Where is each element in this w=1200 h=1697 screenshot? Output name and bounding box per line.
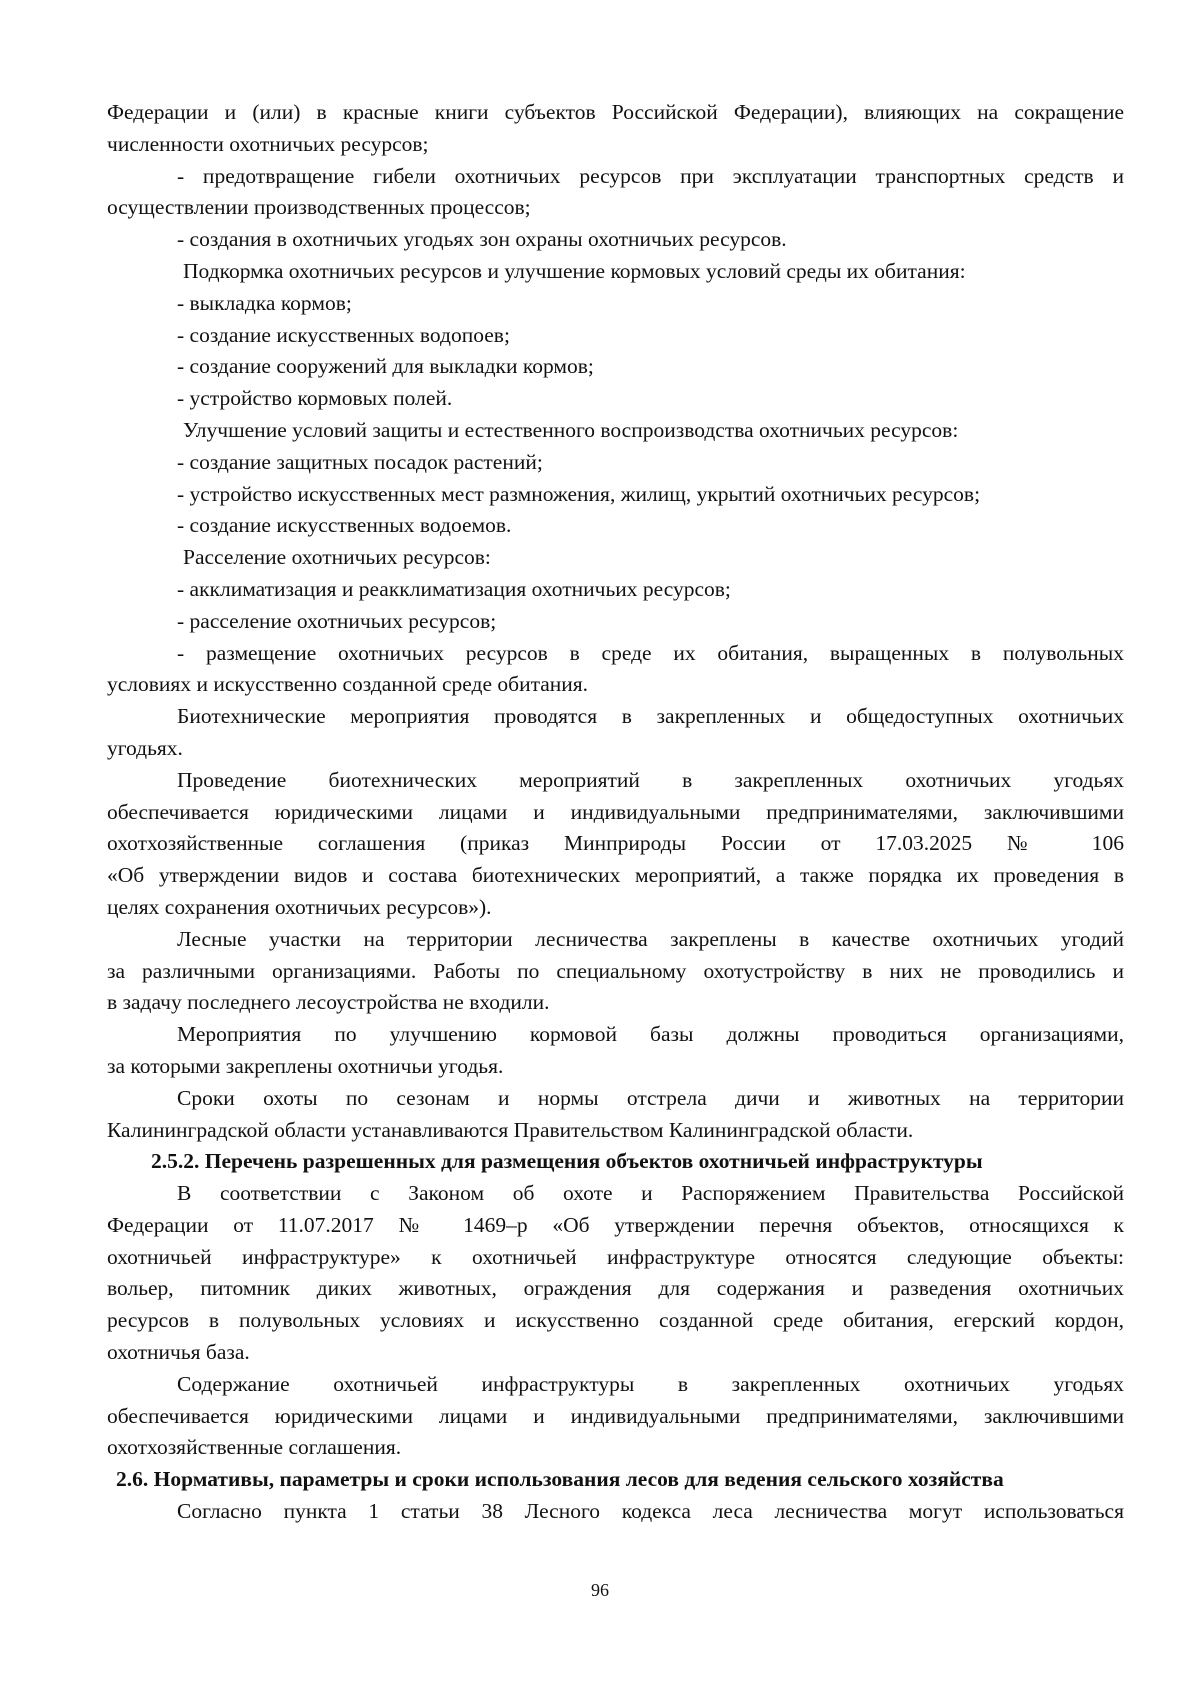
- text-line: Мероприятия по улучшению кормовой базы должны проводиться организациями,: [177, 1022, 1124, 1047]
- text-line: - создание сооружений для выкладки кормов;: [177, 354, 594, 379]
- text-line: обеспечивается юридическими лицами и индивидуальными предпринимателями, заключившими: [107, 799, 1124, 824]
- text-line: Подкормка охотничьих ресурсов и улучшение кормовых условий среды их обитания:: [183, 258, 966, 283]
- text-line: обеспечивается юридическими лицами и индивидуальными предпринимателями, заключившими: [107, 1403, 1124, 1428]
- text-line: в задачу последнего лесоустройства не входили.: [107, 990, 550, 1015]
- text-line: за которыми закреплены охотничьи угодья.: [107, 1053, 504, 1078]
- text-line: охотхозяйственные соглашения (приказ Минприроды России от 17.03.2025 № 106: [107, 831, 1124, 856]
- text-line: вольер, питомник диких животных, ограждения для содержания и разведения охотничьих: [107, 1276, 1124, 1301]
- text-line: - создания в охотничьих угодьях зон охраны охотничьих ресурсов.: [177, 227, 787, 252]
- text-line: охотничьей инфраструктуре» к охотничьей инфраструктуре относятся следующие объекты:: [107, 1244, 1124, 1269]
- text-line: - создание искусственных водопоев;: [177, 322, 510, 347]
- text-line: - устройство искусственных мест размножения, жилищ, укрытий охотничьих ресурсов;: [177, 481, 981, 506]
- text-line: «Об утверждении видов и состава биотехнических мероприятий, а также порядка их проведения в: [107, 863, 1124, 888]
- text-line: - выкладка кормов;: [177, 290, 352, 315]
- text-line: - создание искусственных водоемов.: [177, 513, 512, 538]
- text-line: Калининградской области устанавливаются Правительством Калининградской области.: [107, 1117, 914, 1142]
- section-heading: 2.5.2. Перечень разрешенных для размещения объектов охотничьей инфраструктуры: [151, 1149, 983, 1174]
- text-line: охотхозяйственные соглашения.: [107, 1435, 402, 1460]
- text-line: Расселение охотничьих ресурсов:: [183, 545, 491, 570]
- text-line: условиях и искусственно созданной среде обитания.: [107, 672, 589, 697]
- text-line: Сроки охоты по сезонам и нормы отстрела дичи и животных на территории: [177, 1085, 1124, 1110]
- text-line: ресурсов в полувольных условиях и искусственно созданной среде обитания, егерский кордон,: [107, 1308, 1124, 1333]
- text-line: численности охотничьих ресурсов;: [107, 131, 429, 156]
- text-line: - устройство кормовых полей.: [177, 386, 453, 411]
- text-line: - расселение охотничьих ресурсов;: [177, 608, 497, 633]
- text-line: В соответствии с Законом об охоте и Распоряжением Правительства Российской: [177, 1181, 1124, 1206]
- page-number: 96: [591, 1580, 609, 1600]
- text-line: охотничья база.: [107, 1340, 250, 1365]
- text-line: Согласно пункта 1 статьи 38 Лесного кодекса леса лесничества могут использоваться: [177, 1499, 1124, 1524]
- text-line: угодьях.: [107, 735, 183, 760]
- text-line: Федерации от 11.07.2017 № 1469–р «Об утверждении перечня объектов, относящихся к: [107, 1212, 1124, 1237]
- text-line: - создание защитных посадок растений;: [177, 449, 543, 474]
- text-line: - акклиматизация и реакклиматизация охотничьих ресурсов;: [177, 576, 731, 601]
- section-heading: 2.6. Нормативы, параметры и сроки использования лесов для ведения сельского хозяйства: [116, 1467, 1004, 1492]
- text-line: Биотехнические мероприятия проводятся в закрепленных и общедоступных охотничьих: [177, 704, 1124, 729]
- text-line: Проведение биотехнических мероприятий в закрепленных охотничьих угодьях: [177, 767, 1124, 792]
- text-line: за различными организациями. Работы по специальному охотустройству в них не проводились и: [107, 958, 1124, 983]
- text-line: Улучшение условий защиты и естественного воспроизводства охотничьих ресурсов:: [183, 417, 959, 442]
- text-line: Лесные участки на территории лесничества закреплены в качестве охотничьих угодий: [177, 926, 1124, 951]
- text-line: Федерации и (или) в красные книги субъектов Российской Федерации), влияющих на сокращение: [107, 100, 1124, 124]
- text-line: целях сохранения охотничьих ресурсов»).: [107, 894, 492, 919]
- text-line: - размещение охотничьих ресурсов в среде их обитания, выращенных в полувольных: [177, 640, 1124, 665]
- text-line: - предотвращение гибели охотничьих ресурсов при эксплуатации транспортных средств и: [177, 163, 1124, 188]
- body-text: [107, 97, 1124, 1528]
- text-line: Содержание охотничьей инфраструктуры в закрепленных охотничьих угодьях: [177, 1371, 1124, 1396]
- text-line: осуществлении производственных процессов;: [107, 195, 531, 220]
